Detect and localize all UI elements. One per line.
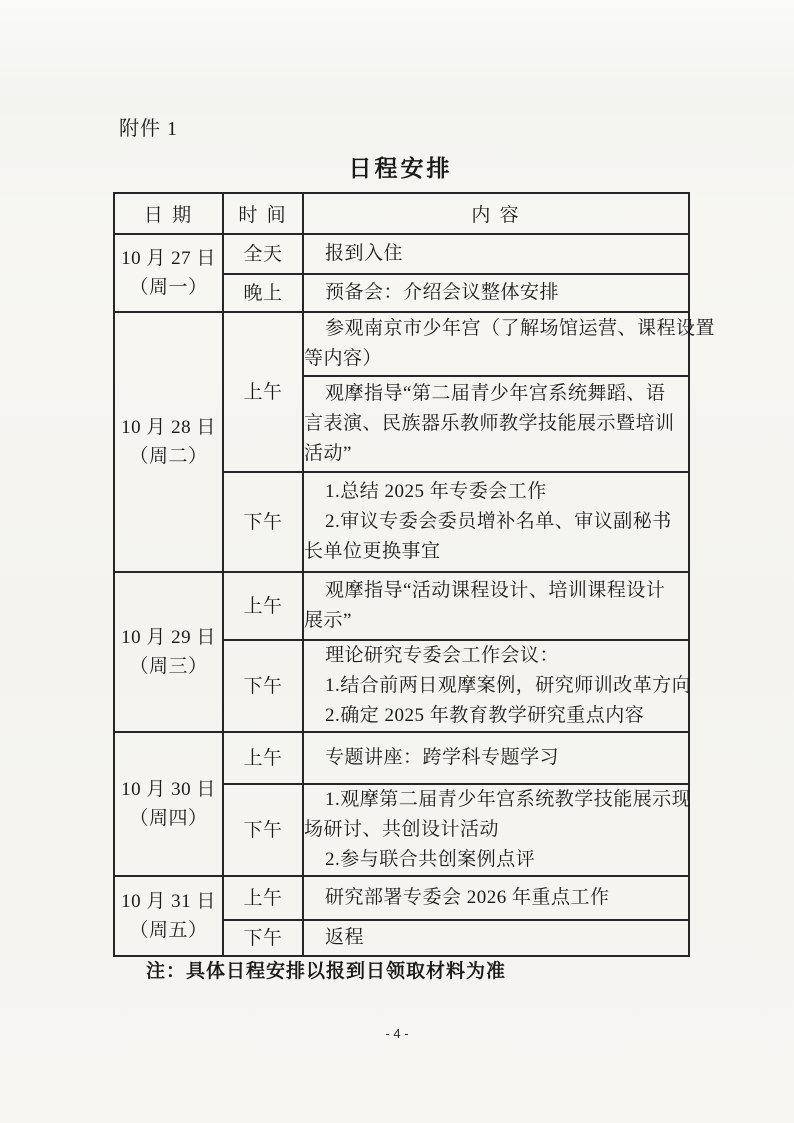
date-line: 10 月 31 日: [121, 891, 216, 912]
content-cell: [303, 640, 692, 732]
content-cell: [303, 920, 689, 956]
date-cell-oct28: [114, 312, 223, 572]
content-line: 报到入住: [325, 243, 404, 264]
content-cell: [303, 876, 689, 920]
content-line: 1.总结 2025 年专委会工作: [325, 481, 547, 502]
content-line: 专题讲座：跨学科专题学习: [325, 747, 560, 768]
date-cell-oct27: [114, 234, 223, 312]
time-cell: 晚上: [223, 274, 303, 312]
date-line: 10 月 27 日: [121, 248, 216, 269]
col-header-time: 时 间: [223, 193, 303, 234]
content-cell: [303, 572, 689, 640]
content-line: 返程: [325, 927, 365, 948]
page-number: - 4 -: [385, 1026, 409, 1041]
time-cell: 上午: [223, 732, 303, 784]
time-cell: 上午: [223, 312, 303, 472]
content-cell: [303, 472, 689, 572]
content-line: 长单位更换事宜: [304, 541, 441, 562]
col-header-content: 内 容: [303, 193, 689, 234]
footnote: 注：具体日程安排以报到日领取材料为准: [146, 961, 507, 982]
content-line: 场研讨、共创设计活动: [304, 819, 500, 840]
content-line: 观摩指导“第二届青少年宫系统舞蹈、语: [325, 383, 666, 404]
date-line: 10 月 28 日: [121, 417, 216, 438]
content-line: 1.结合前两日观摩案例，研究师训改革方向: [325, 675, 692, 696]
date-line: （周五）: [129, 920, 208, 941]
attachment-label: 附件 1: [119, 118, 178, 140]
time-cell: 上午: [223, 572, 303, 640]
date-line: （周二）: [129, 446, 208, 467]
content-line: 2.确定 2025 年教育教学研究重点内容: [325, 705, 645, 726]
content-cell: [303, 376, 689, 472]
time-cell: 下午: [223, 640, 303, 732]
content-line: 参观南京市少年宫（了解场馆运营、课程设置: [325, 318, 716, 339]
date-line: （周三）: [129, 656, 208, 677]
table-header-row: [114, 193, 689, 234]
content-line: 预备会：介绍会议整体安排: [325, 282, 560, 303]
content-cell: [303, 312, 716, 376]
content-line: 研究部署专委会 2026 年重点工作: [325, 887, 610, 908]
date-line: （周一）: [129, 277, 208, 298]
table-row: [114, 572, 689, 640]
date-line: （周四）: [129, 808, 208, 829]
schedule-table: [113, 192, 716, 957]
time-cell: 上午: [223, 876, 303, 920]
time-cell: 下午: [223, 472, 303, 572]
date-line: 10 月 30 日: [121, 779, 216, 800]
content-line: 2.参与联合共创案例点评: [325, 849, 536, 870]
content-line: 观摩指导“活动课程设计、培训课程设计: [325, 580, 666, 601]
content-line: 理论研究专委会工作会议：: [325, 645, 560, 666]
content-cell: [303, 732, 689, 784]
page-title: 日程安排: [348, 156, 453, 181]
time-cell: 下午: [223, 784, 303, 876]
date-line: 10 月 29 日: [121, 627, 216, 648]
table-row: [114, 732, 689, 784]
content-cell: [303, 784, 692, 876]
table-row: [114, 876, 689, 920]
content-line: 1.观摩第二届青少年宫系统教学技能展示现: [325, 789, 692, 810]
content-line: 言表演、民族器乐教师教学技能展示暨培训: [304, 413, 675, 434]
content-cell: [303, 234, 689, 274]
table-row: [114, 234, 689, 274]
table-row: [114, 312, 689, 376]
content-line: 展示”: [304, 610, 352, 631]
date-cell-oct30: [114, 732, 223, 876]
content-line: 活动”: [304, 443, 352, 464]
content-line: 2.审议专委会委员增补名单、审议副秘书: [325, 511, 672, 532]
date-cell-oct29: [114, 572, 223, 732]
content-cell: [303, 274, 689, 312]
date-cell-oct31: [114, 876, 223, 956]
content-line: 等内容）: [304, 348, 383, 369]
time-cell: 下午: [223, 920, 303, 956]
time-cell: 全天: [223, 234, 303, 274]
col-header-date: 日 期: [114, 193, 223, 234]
